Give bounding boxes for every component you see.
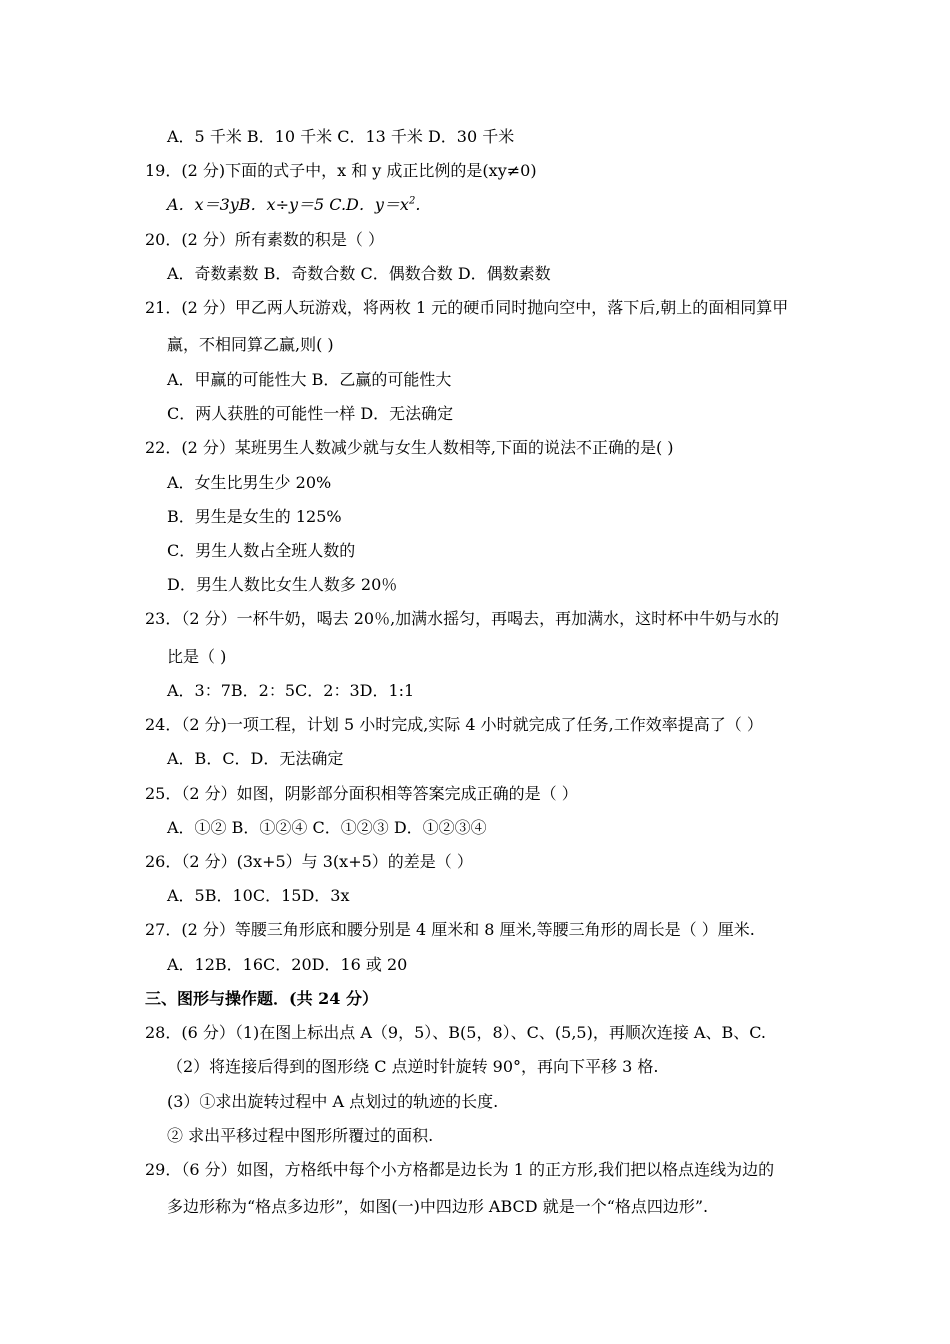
q23-stem-cont: 比是（ ) <box>167 647 227 666</box>
q25-stem: 25．（2 分）如图，阴影部分面积相等答案完成正确的是（ ） <box>145 784 578 803</box>
q24-stem: 24．（2 分)一项工程，计划 5 小时完成,实际 4 小时就完成了任务,工作效率提高了（ ） <box>145 715 763 734</box>
q24-options: A．B．C．D．无法确定 <box>167 749 344 768</box>
q28-part2: （2）将连接后得到的图形绕 C 点逆时针旋转 90°，再向下平移 3 格. <box>167 1057 659 1076</box>
q23-stem: 23．（2 分）一杯牛奶，喝去 20％,加满水摇匀，再喝去，再加满水，这时杯中牛奶与水的 <box>145 609 780 628</box>
q19-options-text: A．x＝3yB．x÷y＝5 C.D．y＝x <box>167 195 409 214</box>
q19-period: . <box>415 195 421 214</box>
q19-stem: 19．(2 分)下面的式子中，x 和 y 成正比例的是(xy≠0) <box>145 161 537 180</box>
q29-stem-cont: 多边形称为“格点多边形”，如图(一)中四边形 ABCD 就是一个“格点四边形”. <box>167 1197 709 1216</box>
q22-stem: 22．(2 分）某班男生人数减少就与女生人数相等,下面的说法不正确的是( ) <box>145 438 674 457</box>
q28-part3: (3）①求出旋转过程中 A 点划过的轨迹的长度. <box>167 1092 499 1111</box>
q26-stem: 26．（2 分）(3x+5）与 3(x+5）的差是（ ） <box>145 852 473 871</box>
q19-exponent: 2 <box>408 195 416 207</box>
q25-options: A．①② B．①②④ C．①②③ D．①②③④ <box>167 818 487 837</box>
q23-options: A．3：7B．2：5C．2：3D．1:1 <box>167 681 415 700</box>
q20-options: A．奇数素数 B．奇数合数 C．偶数合数 D．偶数素数 <box>167 264 551 283</box>
q22-option-b: B．男生是女生的 125% <box>167 507 342 526</box>
q27-options: A．12B．16C．20D．16 或 20 <box>167 955 408 974</box>
q21-options-cd: C．两人获胜的可能性一样 D．无法确定 <box>167 404 454 423</box>
q21-stem-cont: 赢，不相同算乙赢,则( ) <box>167 335 334 354</box>
q26-options: A．5B．10C．15D．3x <box>167 886 350 905</box>
q22-option-d: D．男生人数比女生人数多 20％ <box>167 575 398 594</box>
q21-options-ab: A．甲赢的可能性大 B．乙赢的可能性大 <box>167 370 452 389</box>
q22-option-c: C．男生人数占全班人数的 <box>167 541 356 560</box>
q18-options: A．5 千米 B．10 千米 C．13 千米 D．30 千米 <box>167 127 515 146</box>
q21-stem: 21．(2 分）甲乙两人玩游戏，将两枚 1 元的硬币同时抛向空中，落下后,朝上的面相同算甲 <box>145 298 789 317</box>
q28-part3b: ② 求出平移过程中图形所覆过的面积. <box>167 1126 434 1145</box>
q28-part1: 28．(6 分）（1)在图上标出点 A（9，5）、B(5，8）、C、(5,5)，再顺次连接 A、B、C. <box>145 1023 766 1042</box>
section-heading: 三、图形与操作题．(共 24 分） <box>145 989 378 1008</box>
q22-option-a: A．女生比男生少 20% <box>167 473 332 492</box>
q19-options <box>167 195 420 215</box>
q29-stem: 29．（6 分）如图，方格纸中每个小方格都是边长为 1 的正方形,我们把以格点连线为边的 <box>145 1160 775 1179</box>
q27-stem: 27．(2 分）等腰三角形底和腰分别是 4 厘米和 8 厘米,等腰三角形的周长是（ ）厘米. <box>145 920 755 939</box>
q20-stem: 20．(2 分）所有素数的积是（ ） <box>145 230 384 249</box>
